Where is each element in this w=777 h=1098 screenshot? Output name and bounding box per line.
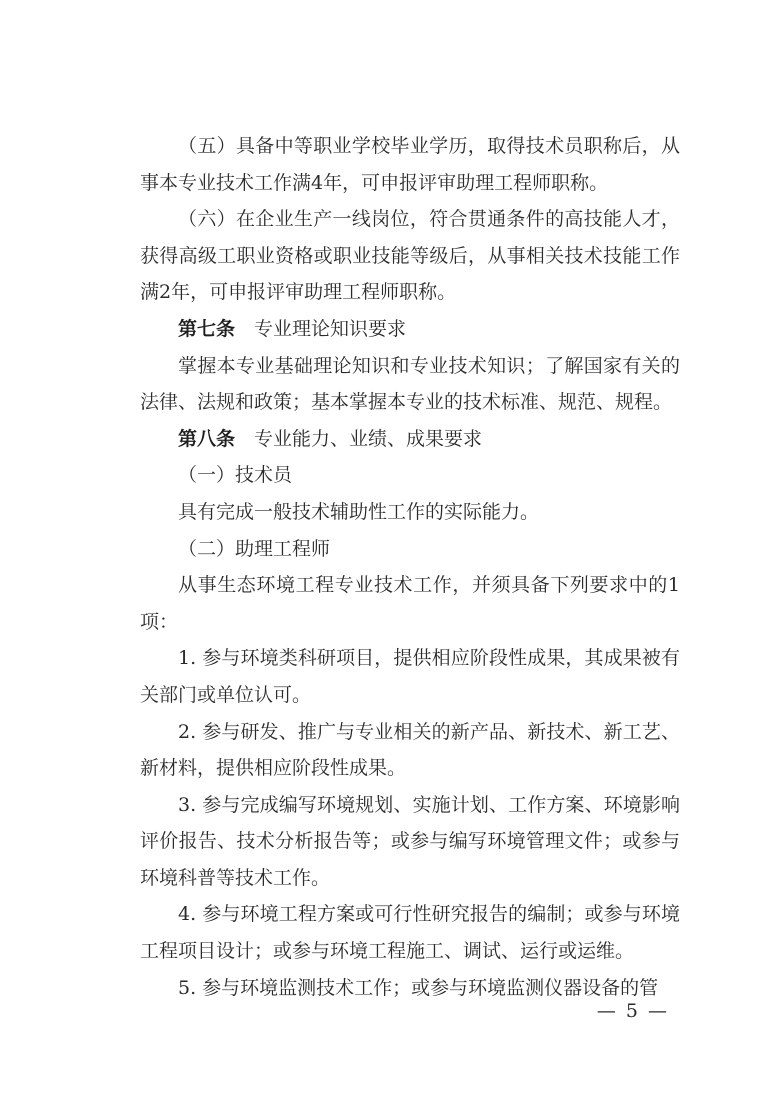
article-8-heading <box>140 421 680 458</box>
article-8-item: 具有完成一般技术辅助性工作的实际能力。 <box>178 500 540 523</box>
article-8-item: 1. 参与环境类科研项目，提供相应阶段性成果，其成果被有关部门或单位认可。 <box>140 647 680 706</box>
page-number: — 5 — <box>596 1000 669 1022</box>
article-7-body: 掌握本专业基础理论知识和专业技术知识；了解国家有关的法律、法规和政策；基本掌握本专业的技术标准、规范、规程。 <box>140 354 680 414</box>
article-8-title: 专业能力、业绩、成果要求 <box>254 427 483 450</box>
paragraph-6: （六）在企业生产一线岗位，符合贯通条件的高技能人才，获得高级工职业资格或职业技能等级后，从事相关技术技能工作满2年，可申报评审助理工程师职称。 <box>140 208 680 304</box>
article-7-heading <box>140 311 680 348</box>
article-7-title: 专业理论知识要求 <box>254 317 407 340</box>
article-8-label: 第八条 <box>178 427 236 450</box>
paragraph-5: （五）具备中等职业学校毕业学历，取得技术员职称后，从事本专业技术工作满4年，可申报评审助理工程师职称。 <box>140 135 680 194</box>
article-8-item: （二）助理工程师 <box>178 537 331 560</box>
article-8-item: 2. 参与研发、推广与专业相关的新产品、新技术、新工艺、新材料，提供相应阶段性成果。 <box>140 720 680 780</box>
article-8-item: （一）技术员 <box>178 464 293 487</box>
article-8-item: 5. 参与环境监测技术工作；或参与环境监测仪器设备的管 <box>178 976 659 999</box>
article-7-label: 第七条 <box>178 317 236 340</box>
article-8-item: 3. 参与完成编写环境规划、实施计划、工作方案、环境影响评价报告、技术分析报告等；或参与编写环境管理文件；或参与环境科普等技术工作。 <box>140 793 680 889</box>
body-text <box>140 128 680 1006</box>
article-8-item: 从事生态环境工程专业技术工作，并须具备下列要求中的1项： <box>140 574 680 633</box>
article-8-item: 4. 参与环境工程方案或可行性研究报告的编制；或参与环境工程项目设计；或参与环境工程施工、调试、运行或运维。 <box>140 903 680 963</box>
